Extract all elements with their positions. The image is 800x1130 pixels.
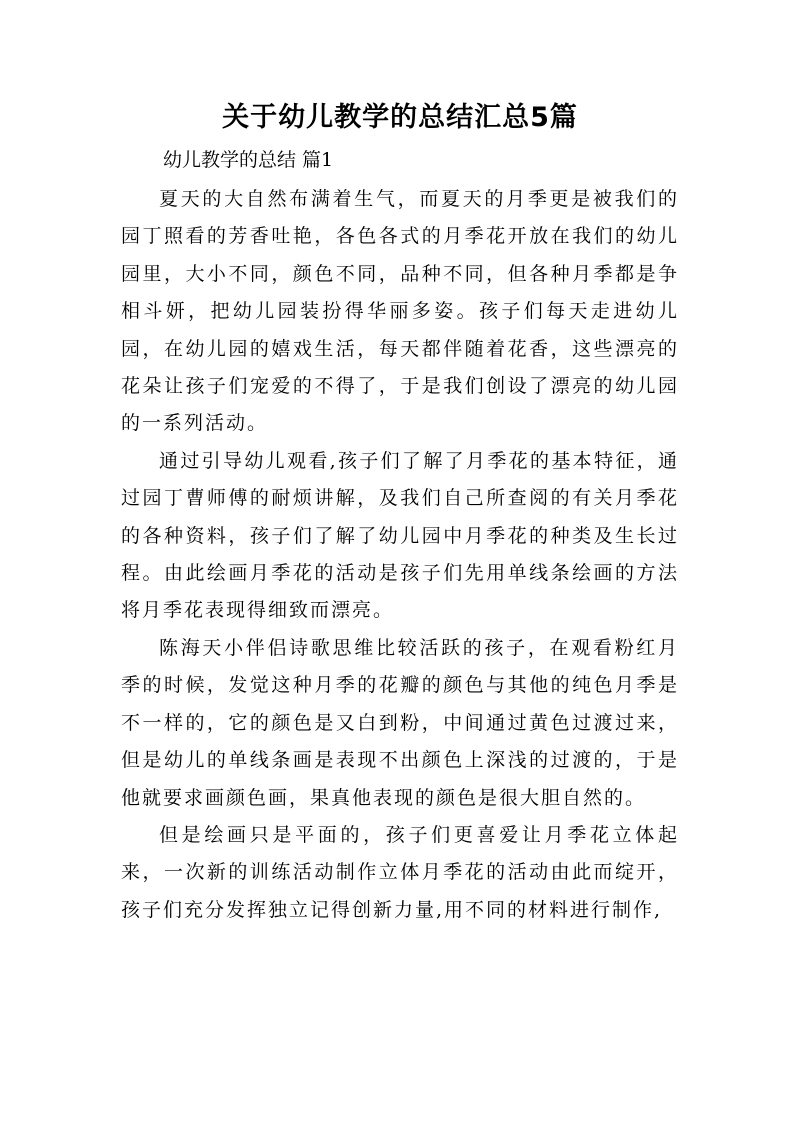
paragraph-4: 但是绘画只是平面的，孩子们更喜爱让月季花立体起来，一次新的训练活动制作立体月季花的活动由此而绽开，孩子们充分发挥独立记得创新力量,用不同的材料进行制作,: [121, 823, 679, 921]
paragraph-1: 夏天的大自然布满着生气，而夏天的月季更是被我们的园丁照看的芳香吐艳，各色各式的月季花开放在我们的幼儿园里，大小不同，颜色不同，品种不同，但各种月季都是争相斗妍，把幼儿园装扮得华丽多姿。孩子们每天走进幼儿园，在幼儿园的嬉戏生活，每天都伴随着花香，这些漂亮的花朵让孩子们宠爱的不得了，于是我们创设了漂亮的幼儿园的一系列活动。: [121, 188, 679, 435]
section-heading: 幼儿教学的总结 篇1: [163, 149, 334, 171]
paragraph-2: 通过引导幼儿观看,孩子们了解了月季花的基本特征，通过园丁曹师傅的耐烦讲解，及我们自己所查阅的有关月季花的各种资料，孩子们了解了幼儿园中月季花的种类及生长过程。由此绘画月季花的活动是孩子们先用单线条绘画的方法将月季花表现得细致而漂亮。: [121, 449, 679, 622]
document-body: [121, 181, 679, 929]
paragraph-3: 陈海天小伴侣诗歌思维比较活跃的孩子，在观看粉红月季的时候，发觉这种月季的花瓣的颜色与其他的纯色月季是不一样的，它的颜色是又白到粉，中间通过黄色过渡过来，但是幼儿的单线条画是表现不出颜色上深浅的过渡的，于是他就要求画颜色画，果真他表现的颜色是很大胆自然的。: [121, 636, 679, 809]
document-title: 关于幼儿教学的总结汇总5篇: [222, 102, 578, 133]
